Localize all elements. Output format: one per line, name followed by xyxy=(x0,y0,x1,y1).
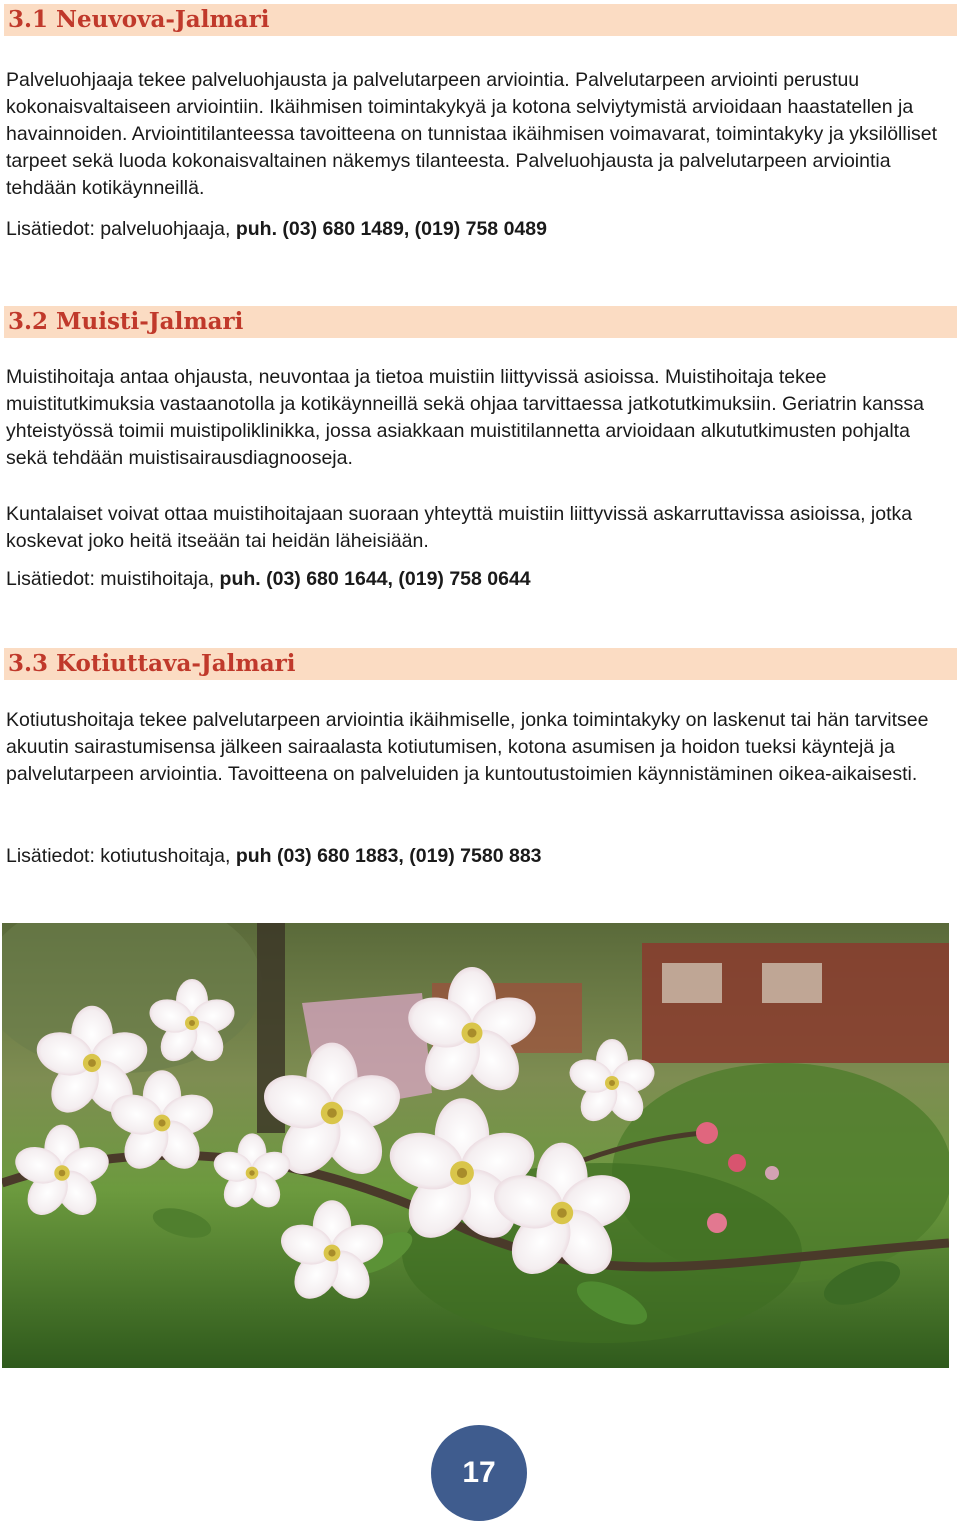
section-paragraph: Palveluohjaaja tekee palveluohjausta ja palvelutarpeen arviointia. Palvelutarpeen arviointi perustuu kokonaisvaltaiseen arviointiin. Ikäihmisen toimintakykyä ja kotona selviytymistä arvioidaan haastatellen ja havainnoiden. Arviointitilanteessa tavoitteena on tunnistaa ikäihmisen voimavarat, toimintakyky ja yksilölliset tarpeet sekä luoda kokonaisvaltainen näkemys tilanteesta. Palveluohjausta ja palvelutarpeen arviointia tehdään kotikäynneillä. xyxy=(6,69,938,199)
apple-blossom-illustration xyxy=(2,923,949,1368)
contact-label: Lisätiedot: palveluohjaaja, xyxy=(6,218,231,240)
contact-label: Lisätiedot: kotiutushoitaja, xyxy=(6,845,231,867)
contact-line xyxy=(6,566,531,593)
section-paragraph: Kotiutushoitaja tekee palvelutarpeen arviointia ikäihmiselle, jonka toimintakyky on laskenut tai hän tarvitsee akuutin sairastumisensa jälkeen sairaalasta kotiutumisen, kotona asumisen ja hoidon tueksi käyntejä ja palvelutarpeen arviointia. Tavoitteena on palveluiden ja kuntoutustoimien käynnistäminen oikea-aikaisesti. xyxy=(6,709,929,785)
apple-blossom-photo xyxy=(2,923,949,1368)
page-number-badge: 17 xyxy=(431,1425,527,1521)
section-paragraph: Muistihoitaja antaa ohjausta, neuvontaa ja tietoa muistiin liittyvissä asioissa. Muistihoitaja tekee muistitutkimuksia vastaanotolla ja kotikäynneillä sekä ohjaa tarvittaessa jatkotutkimuksiin. Geriatrin kanssa yhteistyössä toimii muistipoliklinikka, jossa asiakkaan muistitilannetta arvioidaan alkututkimusten pohjalta sekä tehdään muistisairausdiagnooseja. xyxy=(6,366,925,469)
section-heading-3-1: 3.1 Neuvova-Jalmari xyxy=(4,4,957,36)
contact-phone: puh (03) 680 1883, (019) 7580 883 xyxy=(235,845,542,867)
section-paragraph: Kuntalaiset voivat ottaa muistihoitajaan suoraan yhteyttä muistiin liittyvissä askarruttavissa asioissa, jotka koskevat joko heitä itseään tai heidän läheisiään. xyxy=(6,503,913,552)
contact-phone: puh. (03) 680 1644, (019) 758 0644 xyxy=(219,568,531,590)
section-heading-3-3: 3.3 Kotiuttava-Jalmari xyxy=(4,648,957,680)
contact-phone: puh. (03) 680 1489, (019) 758 0489 xyxy=(235,218,547,240)
section-heading-3-2: 3.2 Muisti-Jalmari xyxy=(4,306,957,338)
contact-line xyxy=(6,216,547,243)
contact-label: Lisätiedot: muistihoitaja, xyxy=(6,568,215,590)
contact-line xyxy=(6,843,542,870)
